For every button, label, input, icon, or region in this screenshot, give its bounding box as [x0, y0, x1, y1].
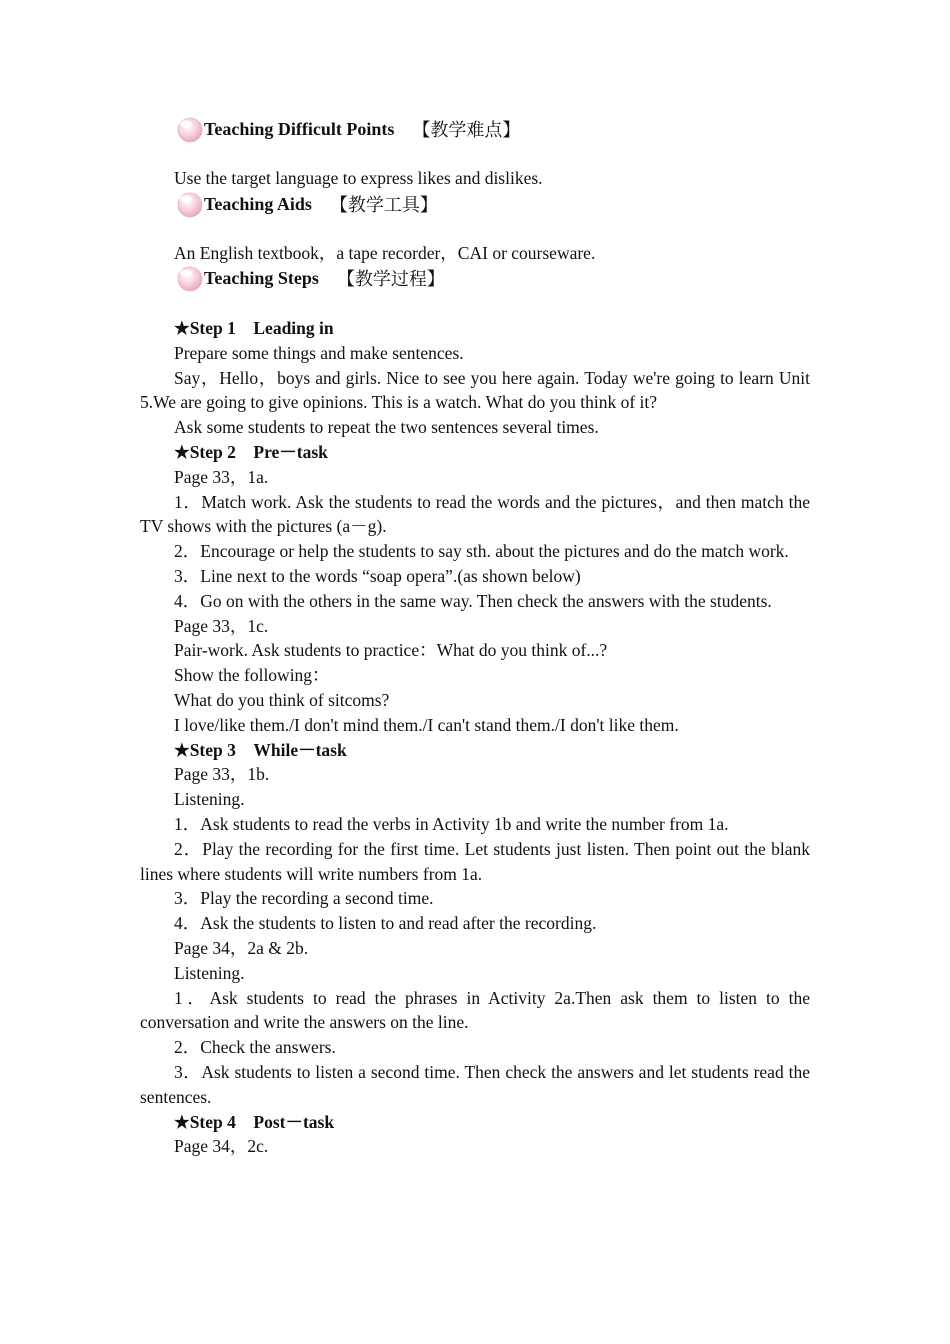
paragraph: Page 33，1c. — [174, 615, 269, 636]
paragraph: What do you think of sitcoms? — [174, 689, 390, 710]
paragraph: 2．Play the recording for the first time. Let students just listen. Then point out the blank lines where students will write numbers from 1a. — [140, 838, 810, 884]
paragraph: 2．Check the answers. — [174, 1037, 336, 1058]
paragraph: Page 33，1a. — [174, 466, 269, 487]
paragraph: An English textbook，a tape recorder，CAI or courseware. — [174, 243, 596, 263]
paragraph: Page 34，2c. — [174, 1136, 269, 1157]
paragraph: Ask some students to repeat the two sentences several times. — [174, 417, 599, 438]
step-heading: ★Step 4 Post－task — [174, 1111, 335, 1132]
paragraph: Prepare some things and make sentences. — [174, 342, 464, 363]
paragraph: Listening. — [174, 962, 245, 983]
pink-bubble-icon — [176, 189, 206, 219]
paragraph: 4．Go on with the others in the same way. Then check the answers with the students. — [174, 590, 772, 611]
paragraph: 1．Match work. Ask the students to read the words and the pictures，and then match the TV shows with the pictures (a－g). — [140, 491, 810, 537]
section-heading-aids — [176, 189, 438, 219]
paragraph: 3．Ask students to listen a second time. Then check the answers and let students read the sentences. — [140, 1061, 810, 1107]
paragraph: 2．Encourage or help the students to say sth. about the pictures and do the match work. — [174, 541, 789, 562]
paragraph: Listening. — [174, 789, 245, 810]
paragraph: Page 34，2a & 2b. — [174, 937, 309, 958]
paragraph: Use the target language to express likes and dislikes. — [174, 168, 543, 188]
paragraph: Pair-work. Ask students to practice：What do you think of...? — [174, 640, 608, 661]
section-title-en: Teaching Steps — [204, 267, 319, 288]
pink-bubble-icon — [176, 263, 206, 293]
section-heading-difficult-points — [176, 114, 520, 144]
paragraph: 1．Ask students to read the verbs in Activity 1b and write the number from 1a. — [174, 813, 729, 834]
step-heading: ★Step 2 Pre－task — [174, 441, 328, 462]
paragraph: Say，Hello，boys and girls. Nice to see you here again. Today we're going to learn Unit 5.We are going to give opinions. This is a watch. What do you think of it? — [140, 367, 810, 413]
section-title-cn: 【教学过程】 — [318, 269, 445, 289]
paragraph: 3．Play the recording a second time. — [174, 888, 434, 909]
section-title-en: Teaching Aids — [204, 193, 312, 214]
step-heading: ★Step 1 Leading in — [174, 318, 334, 338]
section-body-difficult-points — [140, 166, 810, 191]
step-heading: ★Step 3 While－task — [174, 739, 347, 760]
section-heading-steps — [176, 263, 445, 293]
section-title-cn: 【教学难点】 — [394, 120, 521, 140]
paragraph: Show the following： — [174, 665, 330, 686]
section-title-en: Teaching Difficult Points — [204, 118, 395, 139]
paragraph: 3．Line next to the words “soap opera”.(as shown below) — [174, 565, 581, 586]
paragraph: Page 33，1b. — [174, 764, 270, 785]
section-title-cn: 【教学工具】 — [311, 195, 438, 215]
pink-bubble-icon — [176, 114, 206, 144]
teaching-steps-body — [140, 316, 810, 1159]
paragraph: 1．Ask students to read the phrases in Activity 2a.Then ask them to listen to the conversation and write the answers on the line. — [140, 987, 810, 1033]
paragraph: 4．Ask the students to listen to and read after the recording. — [174, 913, 597, 934]
paragraph: I love/like them./I don't mind them./I can't stand them./I don't like them. — [174, 714, 679, 735]
